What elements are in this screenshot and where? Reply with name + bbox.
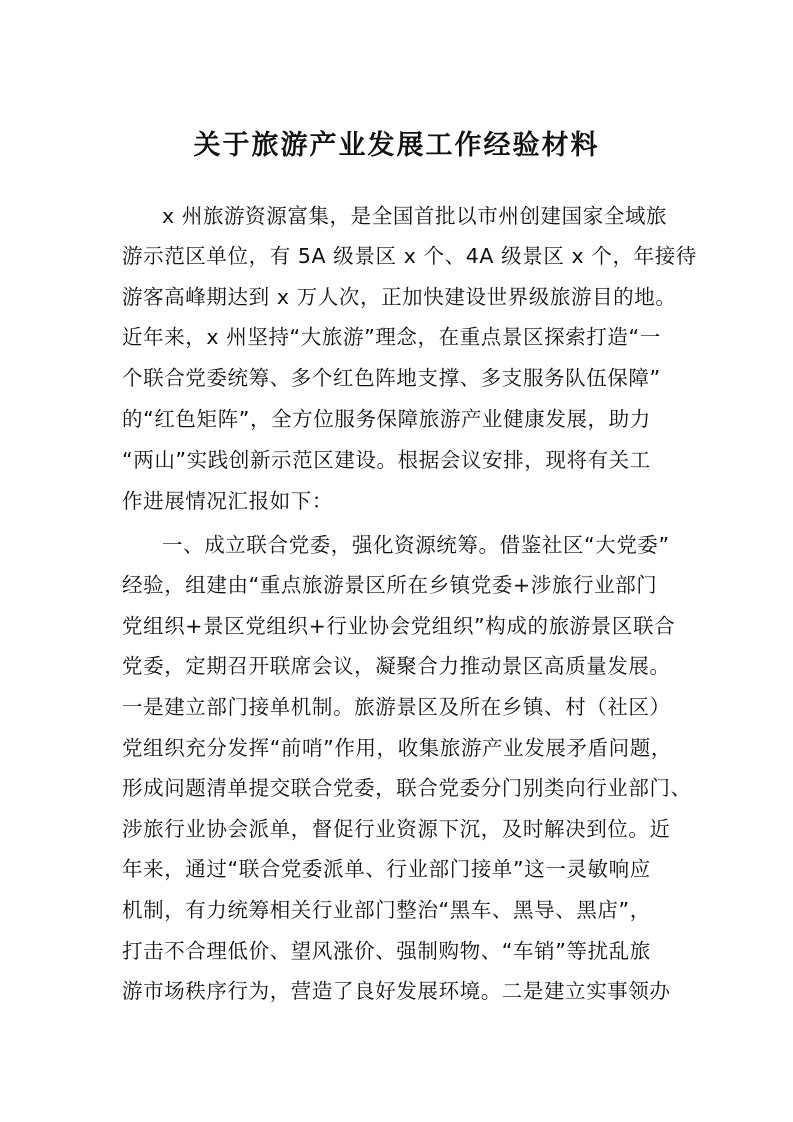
paragraph-line: 一、成立联合党委，强化资源统筹。借鉴社区“大党委” [162,533,670,557]
paragraph-line: 年来，通过“联合党委派单、行业部门接单”这一灵敏响应 [122,857,651,881]
paragraph-line: x 州旅游资源富集，是全国首批以市州创建国家全域旅 [162,204,668,228]
paragraph-line: 党组织+景区党组织+行业协会党组织”构成的旅游景区联合 [122,614,676,638]
paragraph-line: 作进展情况汇报如下： [122,489,333,513]
document-title: 关于旅游产业发展工作经验材料 [193,130,600,161]
paragraph-line: 党委，定期召开联席会议，凝聚合力推动景区高质量发展。 [122,654,671,678]
paragraph-line: 的“红色矩阵”，全方位服务保障旅游产业健康发展，助力 [122,407,651,431]
paragraph-line: 机制，有力统筹相关行业部门整治“黑车、黑导、黑店”， [122,898,651,922]
paragraph-line: “两山”实践创新示范区建设。根据会议安排，现将有关工 [122,448,651,472]
paragraph-line: 党组织充分发挥“前哨”作用，收集旅游产业发展矛盾问题， [122,736,672,760]
paragraph-line: 游市场秩序行为，营造了良好发展环境。二是建立实事领办 [122,979,671,1003]
paragraph-line: 游客高峰期达到 x 万人次，正加快建设世界级旅游目的地。 [122,285,677,309]
paragraph-line: 游示范区单位，有 5A 级景区 x 个、4A 级景区 x 个，年接待 [122,244,697,268]
paragraph-line: 形成问题清单提交联合党委，联合党委分门别类向行业部门、 [122,776,692,800]
paragraph-line: 打击不合理低价、望风涨价、强制购物、“车销”等扰乱旅 [122,939,651,963]
paragraph-line: 一是建立部门接单机制。旅游景区及所在乡镇、村（社区） [122,695,671,719]
paragraph-line: 近年来，x 州坚持“大旅游”理念，在重点景区探索打造“一 [122,325,661,349]
paragraph-line: 涉旅行业协会派单，督促行业资源下沉，及时解决到位。近 [122,817,671,841]
paragraph-line: 经验，组建由“重点旅游景区所在乡镇党委+涉旅行业部门 [122,573,658,597]
paragraph-line: 个联合党委统筹、多个红色阵地支撑、多支服务队伍保障” [122,366,661,390]
